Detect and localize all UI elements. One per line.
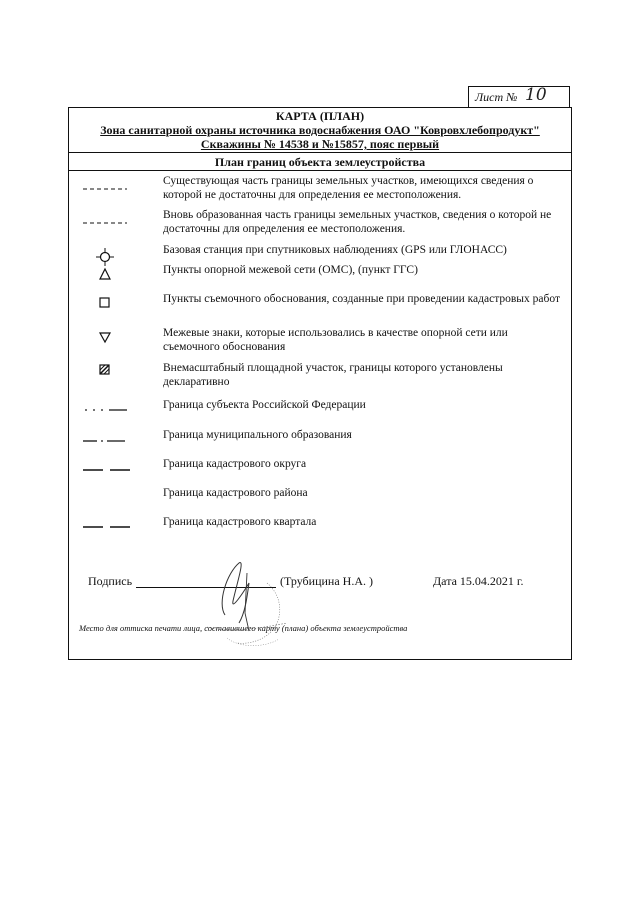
sheet-number-box: [468, 86, 570, 108]
signature-label: Подпись: [88, 574, 133, 588]
section-title: План границ объекта землеустройства: [214, 155, 426, 169]
signature-stamp-icon: [187, 553, 307, 653]
legend-text: Существующая часть границы земельных участков, имеющихся сведения о которой не достаточны для определения ее местоположения.: [163, 175, 534, 201]
long-dash-line-icon: [69, 515, 157, 547]
section-divider: [69, 170, 571, 171]
stamp-note: Место для оттиска печати лица, составившего карту (плана) объекта землеустройства: [79, 623, 408, 633]
signature-date: Дата 15.04.2021 г.: [433, 574, 524, 588]
legend-text: Межевые знаки, которые использовались в качестве опорной сети или съемочного обоснования: [163, 327, 508, 353]
legend-text: Вновь образованная часть границы земельных участков, сведения о которой не достаточны для определения ее местоположения.: [163, 209, 552, 235]
triangle-up-icon: [69, 263, 157, 295]
sheet-label: Лист №: [475, 90, 518, 104]
triangle-down-icon: [69, 326, 157, 358]
dot-dot-dash-line-icon: [69, 398, 157, 430]
legend-text: Граница субъекта Российской Федерации: [163, 399, 366, 411]
legend-text: Граница муниципального образования: [163, 429, 352, 441]
legend-text: Пункты съемочного обоснования, созданные при проведении кадастровых работ: [163, 293, 560, 305]
zone-title: Зона санитарной охраны источника водоснабжения ОАО "Ковровхлебопродукт": [100, 123, 540, 137]
legend-text: Базовая станция при спутниковых наблюдениях (GPS или ГЛОНАСС): [163, 244, 507, 256]
legend-text: Граница кадастрового округа: [163, 458, 307, 470]
legend-text: Граница кадастрового района: [163, 487, 308, 499]
legend-text: Внемасштабный площадной участок, границы которого установлены декларативно: [163, 362, 503, 388]
dashed-line-icon: [69, 174, 157, 206]
document-header: [69, 108, 571, 153]
wells-title: Скважины № 14538 и №15857, пояс первый: [200, 137, 440, 151]
dashed-line-icon: [69, 208, 157, 240]
legend-text: Граница кадастрового квартала: [163, 516, 317, 528]
hatched-square-icon: [69, 361, 157, 393]
header-divider: [69, 152, 571, 153]
signer-name: (Трубицина Н.А. ): [280, 574, 373, 588]
square-icon: [69, 292, 157, 324]
sheet-number: 10: [525, 85, 547, 105]
document-frame: [68, 107, 572, 660]
long-dash-line-icon: [69, 457, 157, 489]
dash-dot-line-icon: [69, 428, 157, 460]
document-title: КАРТА (ПЛАН): [275, 109, 365, 123]
legend-text: Пункты опорной межевой сети (ОМС), (пункт ГГС): [163, 264, 418, 276]
